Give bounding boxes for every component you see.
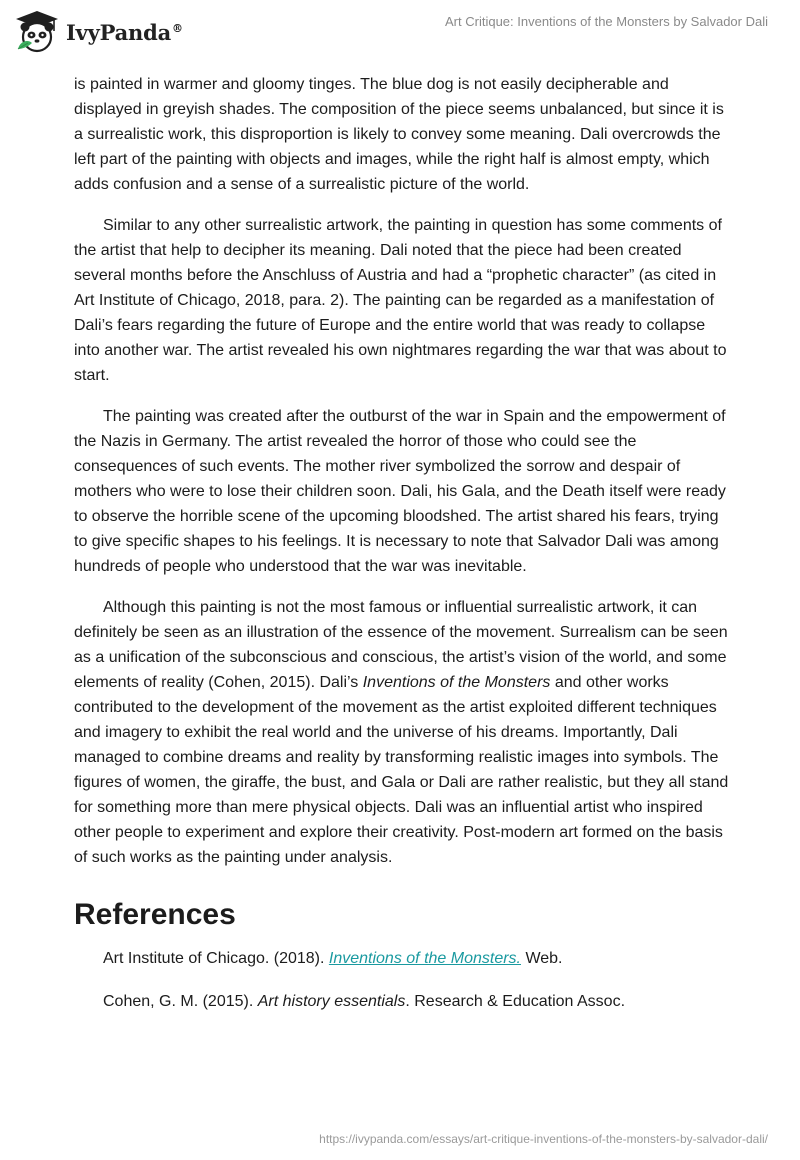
reference-1: [103, 946, 734, 971]
essay-content: [74, 72, 734, 1032]
page-header: [0, 0, 800, 70]
reference-2-title: Art history essentials: [257, 993, 406, 1010]
panda-graduate-icon: [14, 9, 60, 55]
painting-title-italic: Inventions of the Monsters: [362, 674, 551, 691]
reference-1-author: Art Institute of Chicago. (2018).: [103, 950, 329, 967]
source-url[interactable]: https://ivypanda.com/essays/art-critique-inventions-of-the-monsters-by-salvador-dali/: [319, 1132, 768, 1146]
reference-2: [103, 989, 734, 1014]
paragraph-4: [74, 595, 734, 870]
reference-1-suffix: Web.: [521, 950, 563, 967]
paragraph-2: Similar to any other surrealistic artwork, the painting in question has some comments of the artist that help to decipher its meaning. Dali noted that the piece had been created several months before the Anschluss of Austria and had a “prophetic character” (as cited in Art Institute of Chicago, 2018, para. 2). The painting can be regarded as a manifestation of Dali’s fears regarding the future of Europe and the entire world that was ready to collapse into another war. The artist revealed his own nightmares regarding the war that was about to start.: [74, 217, 727, 384]
logo-wordmark: IvyPanda®: [66, 19, 183, 45]
paragraph-4-text-b: and other works contributed to the development of the movement as the artist exploited different techniques and imagery to exhibit the real world and the universe of his dreams. Importantly, Dali managed to combine dreams and reality by transforming realistic images into symbols. The figures of women, the giraffe, the bust, and Gala or Dali are rather realistic, but they all stand for something more than mere physical objects. Dali was an influential artist who inspired other people to experiment and explore their creativity. Post-modern art formed on the basis of such works as the painting under analysis.: [74, 674, 729, 866]
paragraph-1: is painted in warmer and gloomy tinges. The blue dog is not easily decipherable and displayed in greyish shades. The composition of the piece seems unbalanced, but since it is a surrealistic work, this disproportion is likely to convey some meaning. Dali overcrowds the left part of the painting with objects and images, while the right half is almost empty, which adds confusion and a sense of a surrealistic picture of the world.: [74, 76, 724, 193]
paragraph-4-text-a: Although this painting is not the most famous or influential surrealistic artwork, it can definitely be seen as an illustration of the essence of the movement. Surrealism can be seen as a unification of the subconscious and conscious, the artist’s vision of the world, and some elements of reality (Cohen, 2015). Dali’s: [74, 599, 728, 691]
reference-1-link[interactable]: Inventions of the Monsters.: [328, 950, 521, 967]
paragraph-3: The painting was created after the outburst of the war in Spain and the empowerment of the Nazis in Germany. The artist revealed the horror of those who could see the consequences of such events. The mother river symbolized the sorrow and despair of mothers who were to lose their children soon. Dali, his Gala, and the Death itself were ready to observe the horrible scene of the upcoming bloodshed. The artist shared his fears, trying to give specific shapes to his feelings. It is necessary to note that Salvador Dali was among hundreds of people who understood that the war was inevitable.: [74, 408, 726, 575]
reference-2-author: Cohen, G. M. (2015).: [103, 993, 258, 1010]
ivypanda-logo[interactable]: [14, 9, 183, 55]
document-title: Art Critique: Inventions of the Monsters by Salvador Dali: [445, 14, 768, 29]
references-heading: References: [74, 898, 236, 931]
reference-2-suffix: . Research & Education Assoc.: [405, 993, 626, 1010]
